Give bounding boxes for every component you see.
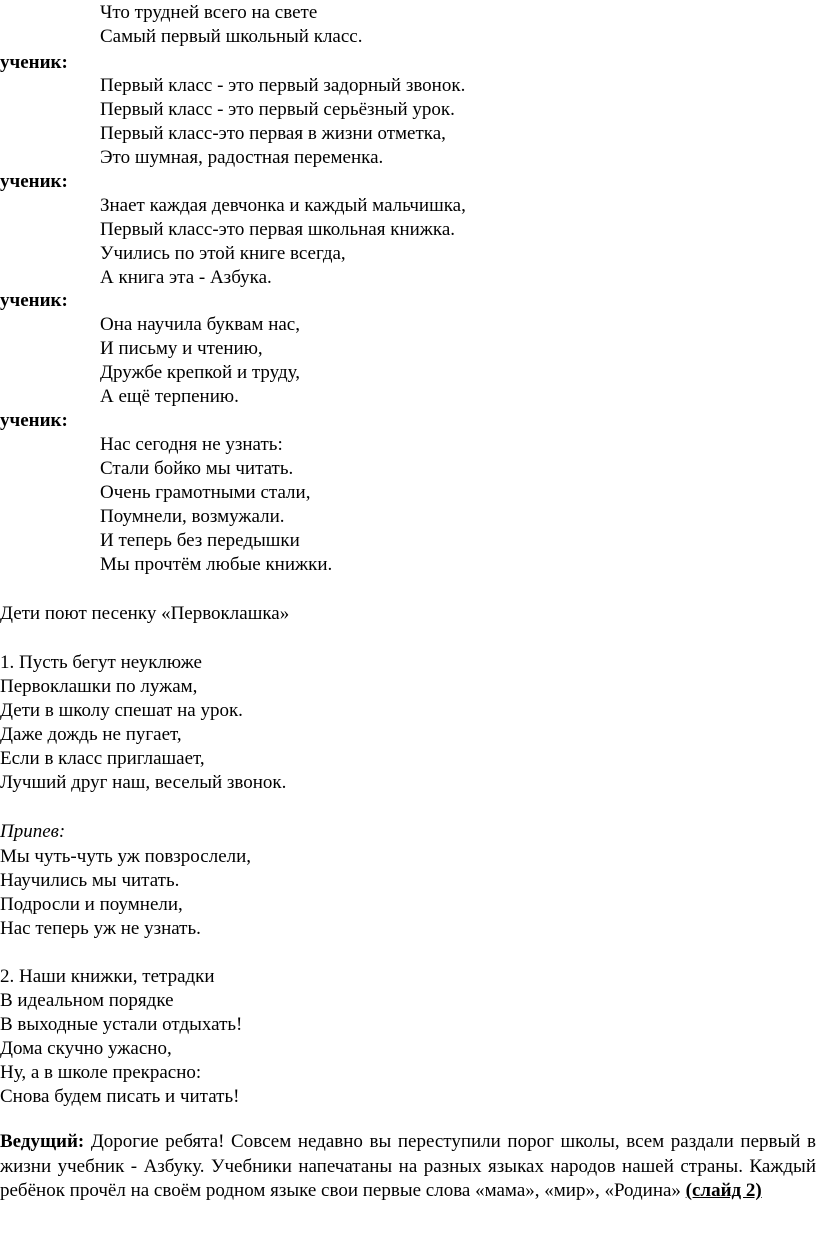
song-heading: Дети поют песенку «Первоклашка» — [0, 603, 290, 624]
song-line: Ну, а в школе прекрасно: — [0, 1062, 202, 1083]
poem-line: Учились по этой книге всегда, — [100, 243, 346, 264]
speaker-label: ученик: — [0, 171, 68, 192]
song-line: Если в класс приглашает, — [0, 748, 205, 769]
poem-line: Первый класс - это первый серьёзный урок. — [100, 99, 455, 120]
poem-line: И письму и чтению, — [100, 338, 263, 359]
song-line: Подросли и поумнели, — [0, 894, 183, 915]
song-line: Снова будем писать и читать! — [0, 1086, 240, 1107]
song-line: 2. Наши книжки, тетрадки — [0, 966, 215, 987]
host-paragraph — [0, 1130, 816, 1204]
poem-line: Самый первый школьный класс. — [100, 26, 363, 47]
song-line: Лучший друг наш, веселый звонок. — [0, 772, 287, 793]
song-line: Даже дождь не пугает, — [0, 724, 182, 745]
poem-line: Первый класс - это первый задорный звонок. — [100, 75, 466, 96]
poem-line: Первый класс-это первая школьная книжка. — [100, 219, 456, 240]
poem-line: Мы прочтём любые книжки. — [100, 554, 333, 575]
poem-line: Дружбе крепкой и труду, — [100, 362, 300, 383]
chorus-label: Припев: — [0, 821, 66, 842]
poem-line: Очень грамотными стали, — [100, 482, 311, 503]
song-line: Дети в школу спешат на урок. — [0, 700, 243, 721]
poem-line: Первый класс-это первая в жизни отметка, — [100, 123, 446, 144]
host-text: Дорогие ребята! Совсем недавно вы переступили порог школы, всем раздали первый в жизни учебник - Азбуку. Учебники напечатаны на разных языках народов нашей страны. Каждый ребёнок прочёл на своём родном языке свои первые слова «мама», «мир», «Родина» — [0, 1131, 816, 1201]
song-line: Дома скучно ужасно, — [0, 1038, 172, 1059]
poem-line: Знает каждая девчонка и каждый мальчишка, — [100, 195, 466, 216]
slide-reference: (слайд 2) — [685, 1180, 762, 1201]
poem-line: Поумнели, возмужали. — [100, 506, 285, 527]
song-line: 1. Пусть бегут неуклюже — [0, 652, 202, 673]
song-line: Нас теперь уж не узнать. — [0, 918, 201, 939]
speaker-label: ученик: — [0, 52, 68, 73]
poem-line: Это шумная, радостная переменка. — [100, 147, 384, 168]
song-line: В идеальном порядке — [0, 990, 174, 1011]
poem-line: И теперь без передышки — [100, 530, 300, 551]
poem-line: Что трудней всего на свете — [100, 2, 318, 23]
song-line: Первоклашки по лужам, — [0, 676, 198, 697]
host-label: Ведущий: — [0, 1131, 85, 1152]
poem-line: Она научила буквам нас, — [100, 314, 300, 335]
song-line: Научились мы читать. — [0, 870, 180, 891]
song-line: В выходные устали отдыхать! — [0, 1014, 243, 1035]
poem-line: Нас сегодня не узнать: — [100, 434, 283, 455]
poem-line: А ещё терпению. — [100, 386, 239, 407]
poem-line: А книга эта - Азбука. — [100, 267, 272, 288]
song-line: Мы чуть-чуть уж повзрослели, — [0, 846, 252, 867]
poem-line: Стали бойко мы читать. — [100, 458, 294, 479]
speaker-label: ученик: — [0, 290, 68, 311]
speaker-label: ученик: — [0, 410, 68, 431]
